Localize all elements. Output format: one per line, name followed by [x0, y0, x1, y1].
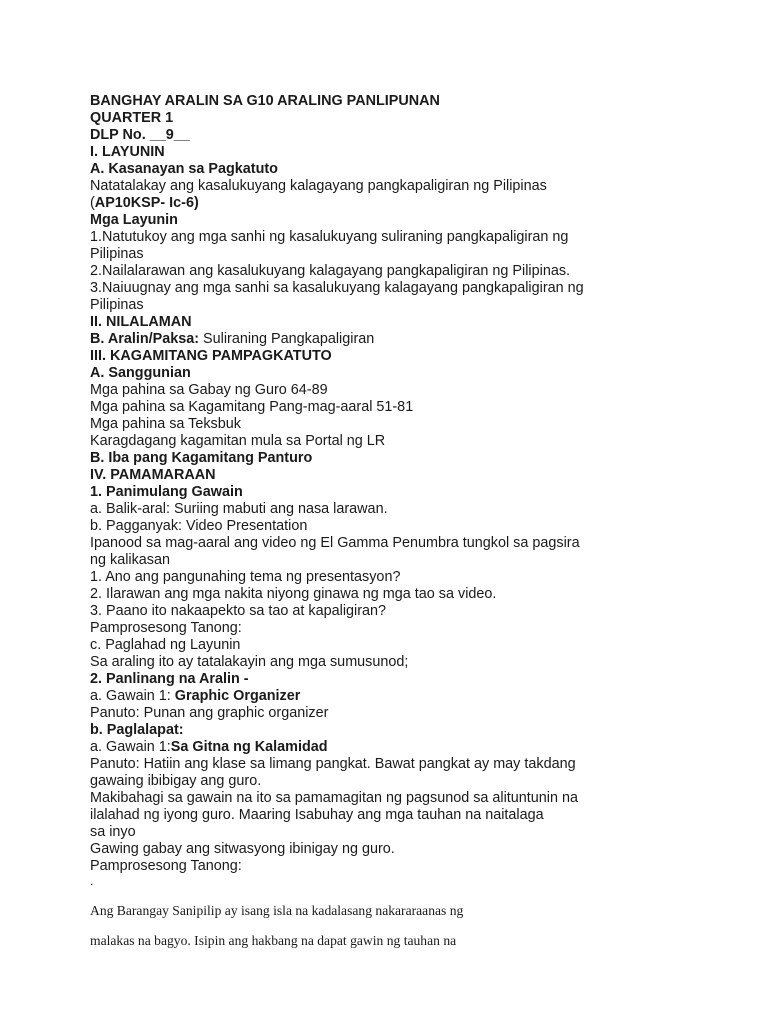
- processing-questions-label-2: Pamprosesong Tanong:: [90, 858, 242, 874]
- step-2-heading: 2. Panlinang na Aralin -: [90, 671, 249, 687]
- question-3: 3. Paano ito nakaapekto sa tao at kapaligiran?: [90, 603, 387, 619]
- lesson-plan-document: [90, 93, 690, 949]
- topic-text: Suliraning Pangkapaligiran: [199, 331, 375, 347]
- step-1b: b. Pagganyak: Video Presentation: [90, 518, 308, 534]
- question-1: 1. Ano ang pangunahing tema ng presentasyon?: [90, 569, 401, 585]
- section-layunin-heading: I. LAYUNIN: [90, 144, 165, 160]
- activity-2-text-6: Gawing gabay ang sitwasyong ibinigay ng guro.: [90, 841, 395, 857]
- activity-2-text-1: Panuto: Hatiin ang klase sa limang pangkat. Bawat pangkat ay may takdang: [90, 756, 576, 772]
- video-instruction-line-2: ng kalikasan: [90, 552, 170, 568]
- sanggunian-heading: A. Sanggunian: [90, 365, 191, 381]
- activity-2-text-3: Makibahagi sa gawain na ito sa pamamagitan ng pagsunod sa alituntunin na: [90, 790, 579, 806]
- kasanayan-text: Natatalakay ang kasalukuyang kalagayang pangkapaligiran ng Pilipinas: [90, 178, 547, 194]
- code-open-paren: (: [90, 195, 95, 211]
- reference-3: Mga pahina sa Teksbuk: [90, 416, 241, 432]
- topic-line: [90, 331, 690, 348]
- dot-marker: .: [90, 874, 94, 888]
- activity-2-text-2: gawaing ibibigay ang guro.: [90, 773, 262, 789]
- question-2: 2. Ilarawan ang mga nakita niyong ginawa ng mga tao sa video.: [90, 586, 497, 602]
- quarter-label: QUARTER 1: [90, 110, 174, 126]
- document-title: BANGHAY ARALIN SA G10 ARALING PANLIPUNAN: [90, 93, 440, 109]
- objective-1-line-1: 1.Natutukoy ang mga sanhi ng kasalukuyang suliraning pangkapaligiran ng: [90, 229, 569, 245]
- activity-1-line: [90, 688, 690, 705]
- section-nilalaman-heading: II. NILALAMAN: [90, 314, 192, 330]
- activity-1-title: Graphic Organizer: [174, 688, 301, 704]
- activity-2-prefix: a. Gawain 1:: [90, 739, 171, 755]
- step-1c: c. Paglahad ng Layunin: [90, 637, 241, 653]
- objectives-heading: Mga Layunin: [90, 212, 178, 228]
- activity-1-instruction: Panuto: Punan ang graphic organizer: [90, 705, 329, 721]
- subsection-kasanayan-heading: A. Kasanayan sa Pagkatuto: [90, 161, 278, 177]
- dlp-number: DLP No. __9__: [90, 127, 190, 143]
- paglalapat-heading: b. Paglalapat:: [90, 722, 184, 738]
- activity-1-prefix: a. Gawain 1:: [90, 688, 175, 704]
- scenario-line-2: malakas na bagyo. Isipin ang hakbang na dapat gawin ng tauhan na: [90, 933, 457, 949]
- activity-2-title: Sa Gitna ng Kalamidad: [170, 739, 328, 755]
- objective-1-line-2: Pilipinas: [90, 246, 144, 262]
- video-instruction-line-1: Ipanood sa mag-aaral ang video ng El Gamma Penumbra tungkol sa pagsira: [90, 535, 580, 551]
- step-1-heading: 1. Panimulang Gawain: [90, 484, 243, 500]
- activity-2-text-5: sa inyo: [90, 824, 136, 840]
- section-pamamaraan-heading: IV. PAMAMARAAN: [90, 467, 216, 483]
- objective-2: 2.Nailalarawan ang kasalukuyang kalagayang pangkapaligiran ng Pilipinas.: [90, 263, 571, 279]
- scenario-line-1: Ang Barangay Sanipilip ay isang isla na kadalasang nakararaanas ng: [90, 902, 464, 918]
- activity-2-line: [90, 739, 690, 756]
- topic-label: B. Aralin/Paksa:: [90, 331, 200, 347]
- reference-1: Mga pahina sa Gabay ng Guro 64-89: [90, 382, 328, 398]
- section-kagamitan-heading: III. KAGAMITANG PAMPAGKATUTO: [90, 348, 332, 364]
- reference-2: Mga pahina sa Kagamitang Pang-mag-aaral 51-81: [90, 399, 414, 415]
- processing-questions-label-1: Pamprosesong Tanong:: [90, 620, 242, 636]
- objective-3-line-2: Pilipinas: [90, 297, 144, 313]
- step-1a: a. Balik-aral: Suriing mabuti ang nasa larawan.: [90, 501, 388, 517]
- step-1c-text: Sa araling ito ay tatalakayin ang mga sumusunod;: [90, 654, 409, 670]
- competency-code: AP10KSP- Ic-6): [94, 195, 199, 211]
- activity-2-text-4: ilalahad ng iyong guro. Maaring Isabuhay ang mga tauhan na naitalaga: [90, 807, 544, 823]
- competency-code-line: [90, 195, 690, 212]
- other-materials-heading: B. Iba pang Kagamitang Panturo: [90, 450, 313, 466]
- reference-4: Karagdagang kagamitan mula sa Portal ng LR: [90, 433, 386, 449]
- objective-3-line-1: 3.Naiuugnay ang mga sanhi sa kasalukuyang kalagayang pangkapaligiran ng: [90, 280, 584, 296]
